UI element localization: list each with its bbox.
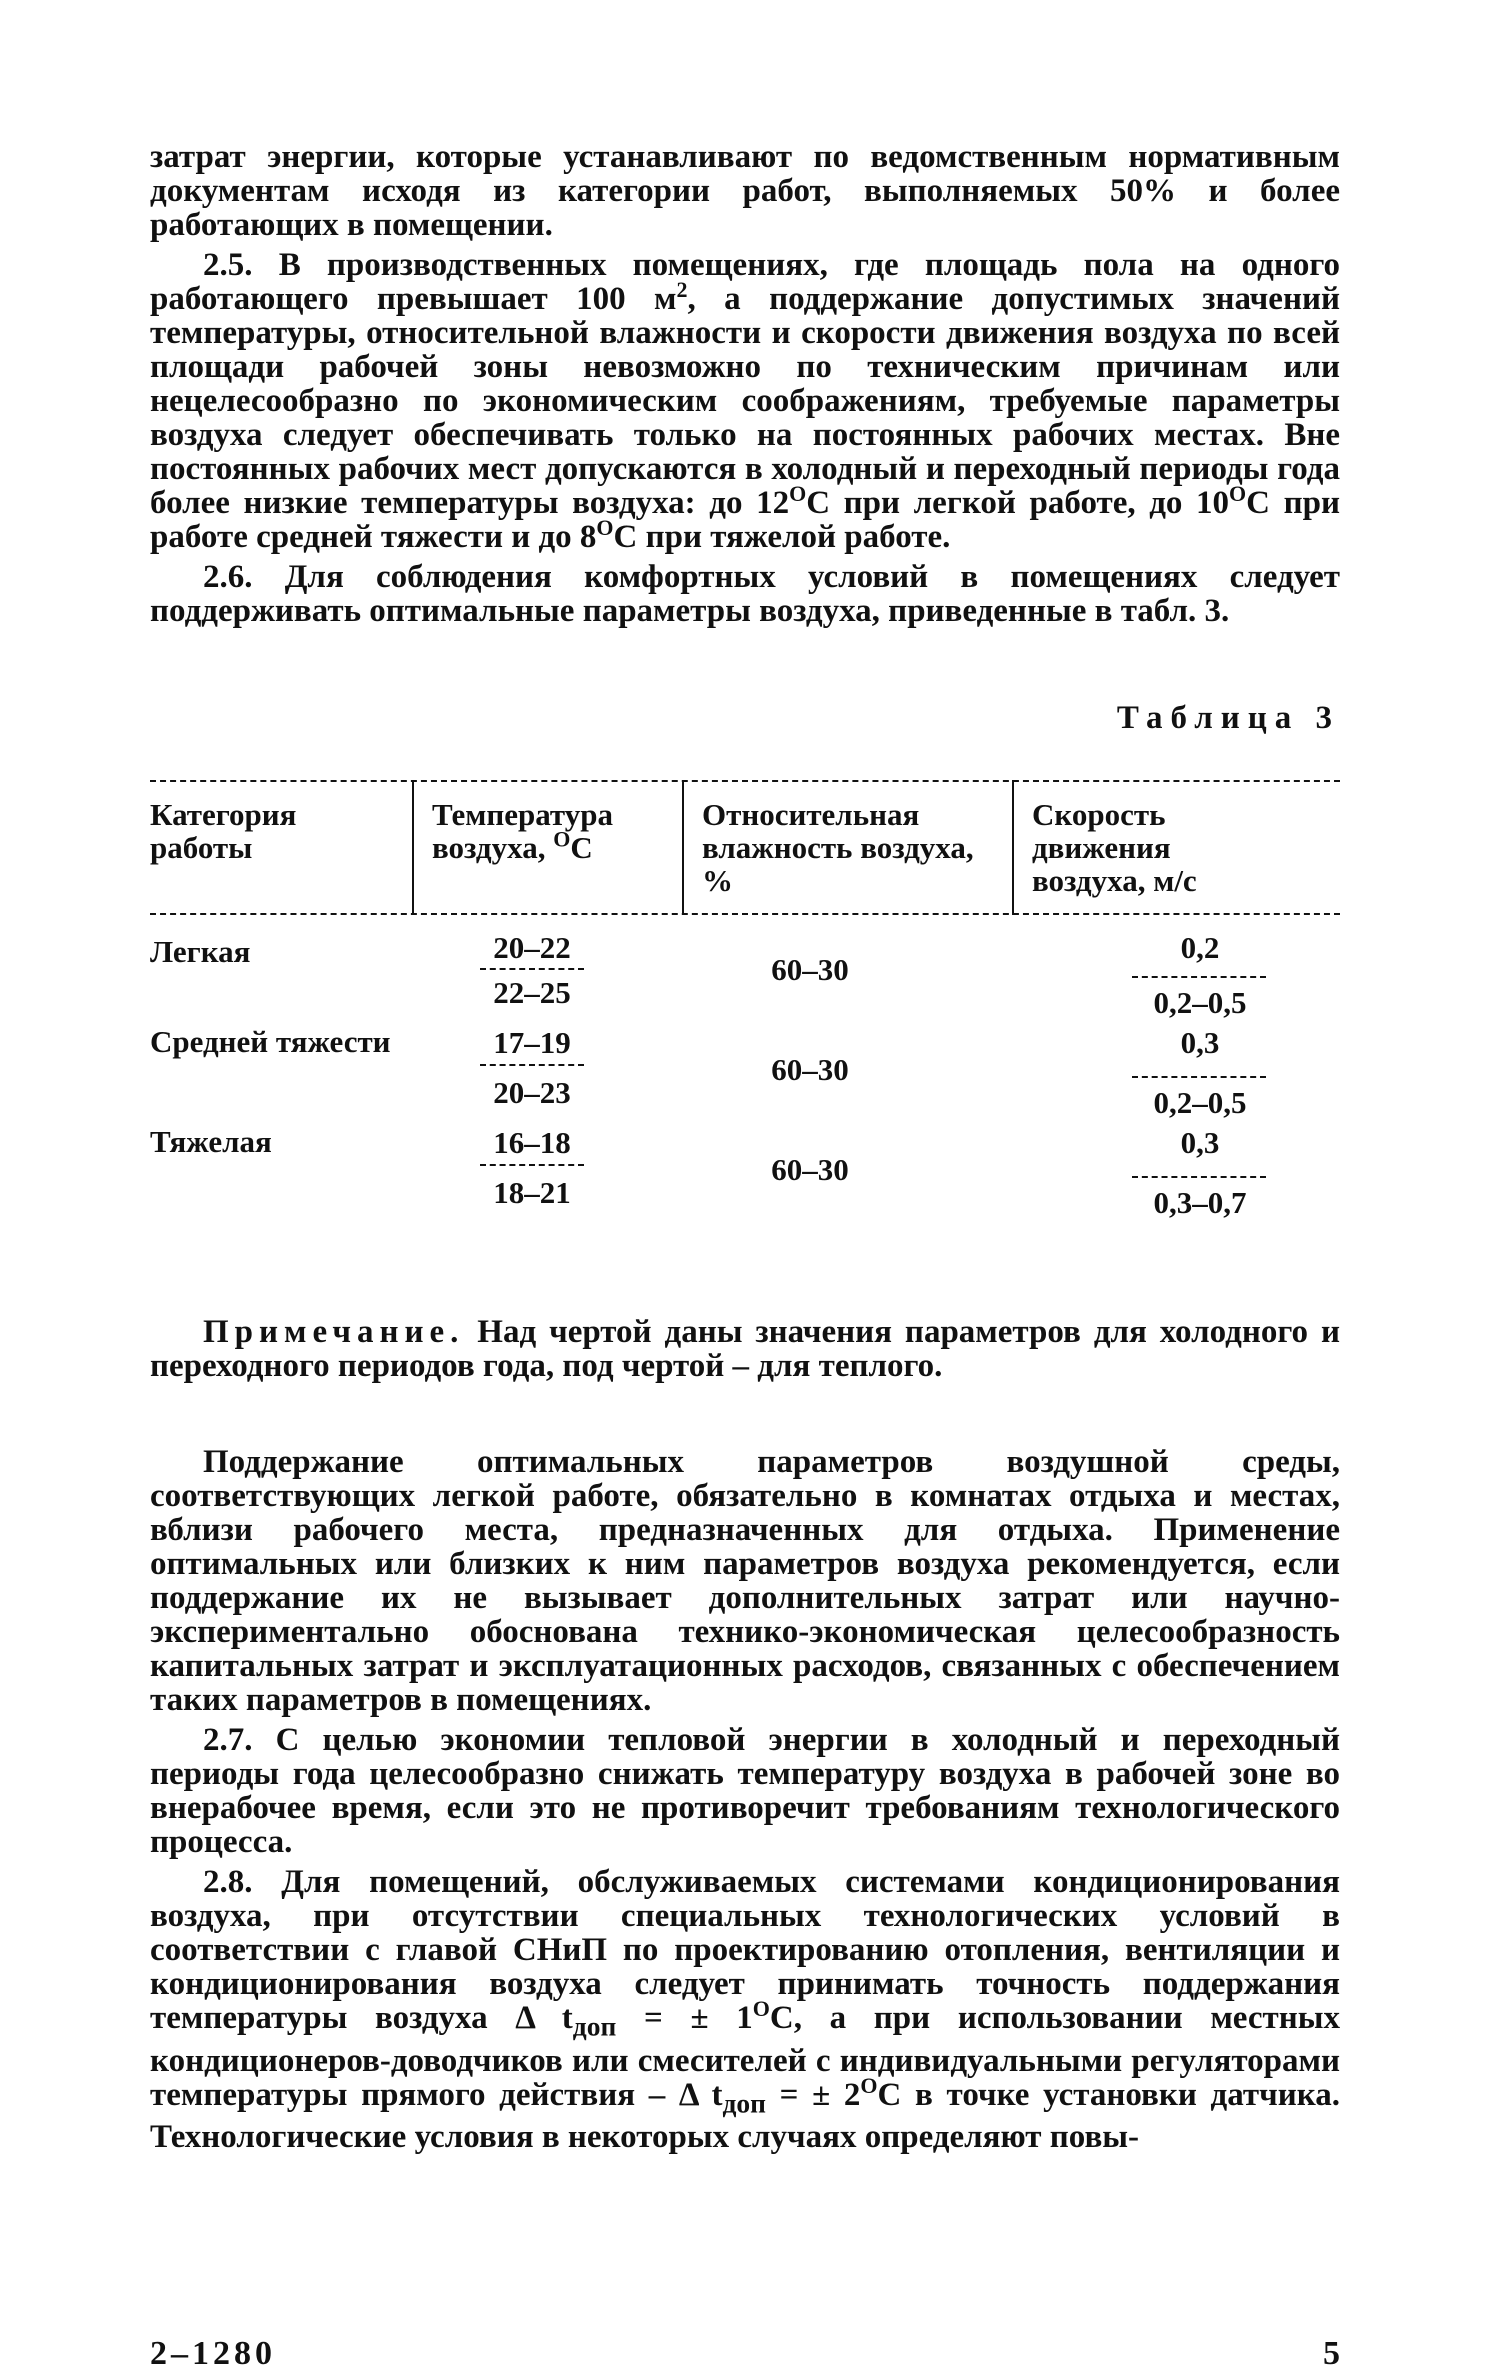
- speed-warm: 0,2–0,5: [1153, 985, 1247, 1020]
- speed-cold: 0,3: [1180, 1125, 1220, 1160]
- temp-cold: 17–19: [493, 1025, 571, 1060]
- paragraph-2-6: 2.6. Для соблюдения комфортных условий в помещениях следует поддерживать оптимальные параметры воздуха, приведенные в табл. 3.: [150, 559, 1340, 629]
- header-divider-3: [1012, 780, 1014, 915]
- temp-warm: 18–21: [493, 1175, 571, 1210]
- speed-cold: 0,3: [1180, 1025, 1220, 1060]
- page-code: 2–1280: [150, 2335, 276, 2372]
- speed-cold: 0,2: [1180, 930, 1220, 965]
- table-note: Примечание. Над чертой даны значения параметров для холодного и переходного периодов года, под чертой – для теплого.: [150, 1314, 1340, 1384]
- header-humidity: Относительная влажность воздуха, %: [702, 797, 974, 898]
- paragraph-optimal: Поддержание оптимальных параметров воздушной среды, соответствующих легкой работе, обязательно в комнатах отдыха и местах, вблизи рабочего места, предназначенных для отдыха. Применение оптимальных или близких к ним параметров воздуха рекомендуется, если поддержание их не вызывает дополнительных затрат или научно-экспериментально обоснована технико-экономическая целесообразность капитальных затрат и эксплуатационных расходов, связанных с обеспечением таких параметров в помещениях.: [150, 1444, 1340, 1718]
- humidity-value: 60–30: [771, 952, 849, 987]
- speed-fraction-line: [1132, 976, 1266, 978]
- speed-warm: 0,2–0,5: [1153, 1085, 1247, 1120]
- header-category: Категория работы: [150, 797, 297, 865]
- temp-fraction-line: [480, 968, 584, 970]
- temp-cold: 20–22: [493, 930, 571, 965]
- paragraph-intro: затрат энергии, которые устанавливают по ведомственным нормативным документам исходя из категории работ, выполняемых 50% и более работающих в помещении.: [150, 139, 1340, 243]
- temp-warm: 22–25: [493, 975, 571, 1010]
- document-page: [150, 139, 1341, 2372]
- note-label: Примечание.: [203, 1314, 465, 1350]
- header-divider-1: [412, 780, 414, 915]
- table-caption: Таблица 3: [1116, 700, 1340, 736]
- paragraph-2-7: 2.7. С целью экономии тепловой энергии в холодный и переходный периоды года целесообразно снижать температуру воздуха в рабочей зоне во внерабочее время, если это не противоречит требованиям технологического процесса.: [150, 1722, 1340, 1860]
- row-category: Легкая: [150, 934, 251, 969]
- temp-cold: 16–18: [493, 1125, 571, 1160]
- speed-warm: 0,3–0,7: [1153, 1185, 1247, 1220]
- table-header-rule: [150, 913, 1340, 915]
- temp-warm: 20–23: [493, 1075, 571, 1110]
- row-category: Средней тяжести: [150, 1024, 391, 1059]
- header-speed: Скорость движения воздуха, м/с: [1032, 797, 1197, 898]
- table-top-rule: [150, 780, 1340, 782]
- temp-fraction-line: [480, 1064, 584, 1066]
- paragraph-2-8: 2.8. Для помещений, обслуживаемых системами кондиционирования воздуха, при отсутствии специальных технологических условий в соответствии с главой СНиП по проектированию отопления, вентиляции и кондиционирования воздуха следует принимать точность поддержания температуры воздуха Δ $t_{доп}$ = ± $1^ОС$, а при использовании местных кондиционеров-доводчиков или смесителей с индивидуальными регуляторами температуры прямого действия – Δ $t_{доп}$ = ± $2^ОС$ в точке установки датчика. Технологические условия в некоторых случаях определяют повы-: [150, 1864, 1340, 2156]
- page-number: 5: [1323, 2335, 1340, 2372]
- paragraph-2-5: 2.5. В производственных помещениях, где площадь пола на одного работающего превышает 100 $м^2$, а поддержание допустимых значений температуры, относительной влажности и скорости движения воздуха по всей площади рабочей зоны невозможно по техническим причинам или нецелесообразно по экономическим соображениям, требуемые параметры воздуха следует обеспечивать только на постоянных рабочих местах. Вне постоянных рабочих мест допускаются в холодный и переходный периоды года более низкие температуры воздуха: до $12^ОС$ при легкой работе, до $10^ОС$ при работе средней тяжести и до $8^ОС$ при тяжелой работе.: [150, 247, 1341, 555]
- humidity-value: 60–30: [771, 1152, 849, 1187]
- header-divider-2: [682, 780, 684, 915]
- speed-fraction-line: [1132, 1176, 1266, 1178]
- row-category: Тяжелая: [150, 1124, 272, 1159]
- body-text: [150, 1445, 1340, 2154]
- humidity-value: 60–30: [771, 1052, 849, 1087]
- speed-fraction-line: [1132, 1076, 1266, 1078]
- parameters-table: [150, 780, 1340, 1510]
- temp-fraction-line: [480, 1164, 584, 1166]
- header-temperature: Температура воздуха, $^О$С: [432, 797, 613, 865]
